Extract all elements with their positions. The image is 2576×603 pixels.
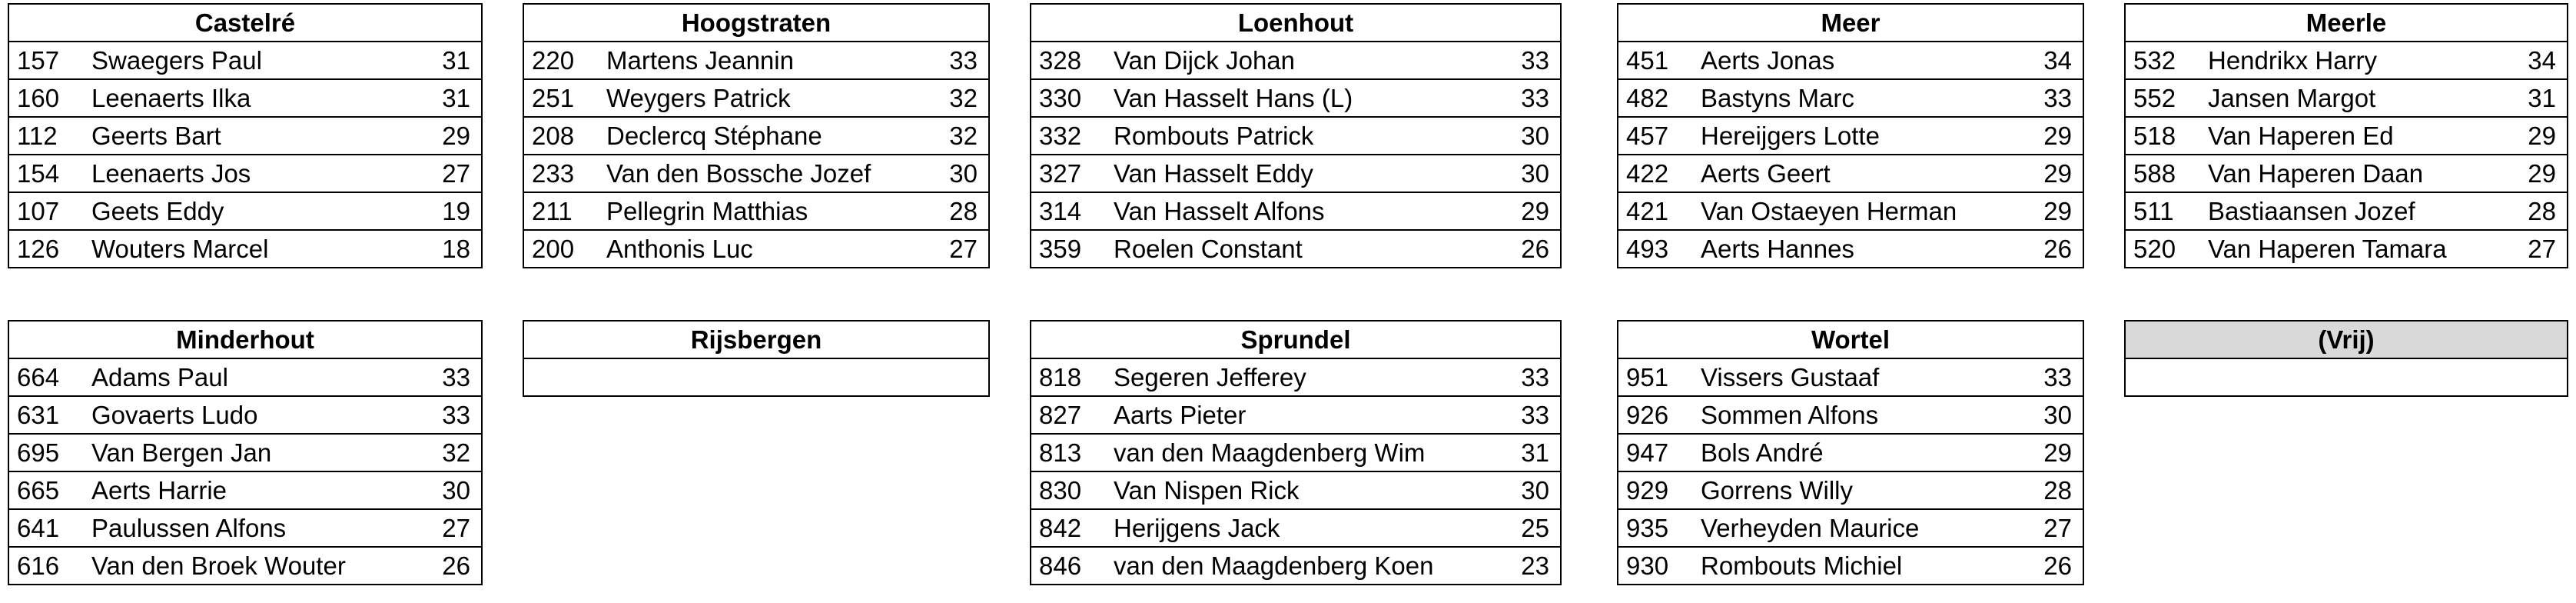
player-points: 29 (1476, 192, 1561, 230)
player-number: 359 (1031, 230, 1114, 268)
player-points: 31 (397, 79, 482, 117)
player-row (8, 155, 482, 192)
player-number: 842 (1031, 509, 1114, 547)
player-points: 28 (905, 192, 989, 230)
player-name: Martens Jeannin (606, 42, 905, 79)
club-header: (Vrij) (2125, 321, 2568, 358)
player-number: 641 (8, 509, 91, 547)
player-number: 330 (1031, 79, 1114, 117)
player-number: 664 (8, 358, 91, 396)
player-name: Leenaerts Ilka (91, 79, 397, 117)
club-header: Meer (1618, 4, 2083, 42)
player-points: 27 (397, 155, 482, 192)
player-name: Roelen Constant (1114, 230, 1476, 268)
player-number: 154 (8, 155, 91, 192)
player-number: 588 (2125, 155, 2208, 192)
player-number: 552 (2125, 79, 2208, 117)
player-number: 930 (1618, 547, 1701, 585)
club-table-castelre (8, 3, 483, 268)
player-points: 33 (1999, 358, 2083, 396)
club-header: Sprundel (1031, 321, 1561, 358)
player-points: 27 (2483, 230, 2568, 268)
player-row (8, 42, 482, 79)
player-points: 33 (397, 396, 482, 434)
player-row (1618, 230, 2083, 268)
player-number: 220 (523, 42, 606, 79)
player-row (1031, 117, 1561, 155)
club-header: Castelré (8, 4, 482, 42)
player-number: 520 (2125, 230, 2208, 268)
player-row (1031, 42, 1561, 79)
club-table-sprundel (1030, 320, 1562, 585)
player-number: 482 (1618, 79, 1701, 117)
player-row (1031, 547, 1561, 585)
player-row (2125, 79, 2568, 117)
player-points: 33 (1476, 79, 1561, 117)
player-number: 813 (1031, 434, 1114, 471)
player-number: 631 (8, 396, 91, 434)
player-points: 32 (905, 117, 989, 155)
player-points: 30 (1476, 117, 1561, 155)
player-points: 33 (1476, 358, 1561, 396)
player-number: 200 (523, 230, 606, 268)
club-table-minderhout (8, 320, 483, 585)
player-name: Govaerts Ludo (91, 396, 397, 434)
player-row (2125, 230, 2568, 268)
player-name: Rombouts Michiel (1701, 547, 1999, 585)
player-row (1618, 155, 2083, 192)
player-row (1618, 547, 2083, 585)
player-row (523, 230, 989, 268)
player-name: Gorrens Willy (1701, 471, 1999, 509)
player-row (1031, 358, 1561, 396)
player-points: 31 (1476, 434, 1561, 471)
player-points: 30 (1999, 396, 2083, 434)
player-number: 926 (1618, 396, 1701, 434)
player-number: 532 (2125, 42, 2208, 79)
player-name: Herijgens Jack (1114, 509, 1476, 547)
player-points: 26 (1999, 547, 2083, 585)
player-row (1031, 509, 1561, 547)
club-table-vrij (2124, 320, 2568, 397)
club-table-wortel (1617, 320, 2084, 585)
player-name: van den Maagdenberg Wim (1114, 434, 1476, 471)
player-number: 665 (8, 471, 91, 509)
player-points: 29 (1999, 155, 2083, 192)
player-number: 457 (1618, 117, 1701, 155)
player-number: 616 (8, 547, 91, 585)
player-name: Van Hasselt Hans (L) (1114, 79, 1476, 117)
player-row (2125, 155, 2568, 192)
player-points: 27 (905, 230, 989, 268)
player-name: Van Dijck Johan (1114, 42, 1476, 79)
player-number: 211 (523, 192, 606, 230)
player-name: Van Hasselt Alfons (1114, 192, 1476, 230)
player-name: van den Maagdenberg Koen (1114, 547, 1476, 585)
player-number: 827 (1031, 396, 1114, 434)
player-points: 29 (2483, 117, 2568, 155)
player-number: 126 (8, 230, 91, 268)
player-number: 493 (1618, 230, 1701, 268)
player-name: Jansen Margot (2208, 79, 2483, 117)
player-name: Van Hasselt Eddy (1114, 155, 1476, 192)
player-row (8, 471, 482, 509)
player-name: Van den Bossche Jozef (606, 155, 905, 192)
player-row (1618, 434, 2083, 471)
club-table-hoogstraten (523, 3, 990, 268)
player-row (2125, 117, 2568, 155)
player-row (1618, 509, 2083, 547)
club-table-meer (1617, 3, 2084, 268)
player-points: 32 (905, 79, 989, 117)
player-points: 26 (1476, 230, 1561, 268)
player-row (8, 396, 482, 434)
player-number: 929 (1618, 471, 1701, 509)
player-name: Anthonis Luc (606, 230, 905, 268)
player-name: Bols André (1701, 434, 1999, 471)
player-name: Aerts Jonas (1701, 42, 1999, 79)
player-name: Geets Eddy (91, 192, 397, 230)
player-name: Sommen Alfons (1701, 396, 1999, 434)
player-number: 451 (1618, 42, 1701, 79)
player-row (523, 117, 989, 155)
player-number: 422 (1618, 155, 1701, 192)
player-row (1618, 471, 2083, 509)
player-points: 30 (905, 155, 989, 192)
player-name: Van Ostaeyen Herman (1701, 192, 1999, 230)
player-number: 160 (8, 79, 91, 117)
player-name: Van Haperen Tamara (2208, 230, 2483, 268)
player-name: Hereijgers Lotte (1701, 117, 1999, 155)
player-name: Vissers Gustaaf (1701, 358, 1999, 396)
player-points: 27 (397, 509, 482, 547)
player-row (1031, 155, 1561, 192)
club-header: Meerle (2125, 4, 2568, 42)
player-points: 30 (1476, 155, 1561, 192)
player-points: 29 (2483, 155, 2568, 192)
player-row (1618, 396, 2083, 434)
player-points: 27 (1999, 509, 2083, 547)
player-points: 19 (397, 192, 482, 230)
player-row (1618, 192, 2083, 230)
player-number: 818 (1031, 358, 1114, 396)
player-points: 33 (1476, 396, 1561, 434)
club-table-meerle (2124, 3, 2568, 268)
player-points: 25 (1476, 509, 1561, 547)
player-number: 157 (8, 42, 91, 79)
player-row (8, 117, 482, 155)
player-row (523, 42, 989, 79)
player-points: 18 (397, 230, 482, 268)
player-row (523, 155, 989, 192)
player-points: 29 (397, 117, 482, 155)
player-name: Van den Broek Wouter (91, 547, 397, 585)
player-number: 951 (1618, 358, 1701, 396)
player-points: 33 (905, 42, 989, 79)
player-number: 327 (1031, 155, 1114, 192)
player-name: Bastiaansen Jozef (2208, 192, 2483, 230)
player-name: Van Haperen Ed (2208, 117, 2483, 155)
player-number: 112 (8, 117, 91, 155)
player-number: 830 (1031, 471, 1114, 509)
player-points: 31 (397, 42, 482, 79)
player-row (1031, 471, 1561, 509)
player-name: Aarts Pieter (1114, 396, 1476, 434)
club-table-rijsbergen (523, 320, 990, 397)
player-row (1031, 79, 1561, 117)
player-name: Adams Paul (91, 358, 397, 396)
player-points: 26 (397, 547, 482, 585)
player-name: Aerts Geert (1701, 155, 1999, 192)
player-row (2125, 192, 2568, 230)
player-row (2125, 42, 2568, 79)
player-name: Paulussen Alfons (91, 509, 397, 547)
player-name: Pellegrin Matthias (606, 192, 905, 230)
player-name: Aerts Harrie (91, 471, 397, 509)
player-number: 208 (523, 117, 606, 155)
player-name: Van Bergen Jan (91, 434, 397, 471)
player-number: 947 (1618, 434, 1701, 471)
club-header: Wortel (1618, 321, 2083, 358)
player-points: 30 (397, 471, 482, 509)
player-points: 29 (1999, 434, 2083, 471)
player-number: 846 (1031, 547, 1114, 585)
player-number: 107 (8, 192, 91, 230)
player-number: 328 (1031, 42, 1114, 79)
player-name: Segeren Jefferey (1114, 358, 1476, 396)
player-row (1618, 117, 2083, 155)
player-points: 23 (1476, 547, 1561, 585)
player-points: 32 (397, 434, 482, 471)
player-row (8, 434, 482, 471)
empty-row (523, 358, 989, 396)
player-row (8, 547, 482, 585)
player-row (8, 230, 482, 268)
player-number: 935 (1618, 509, 1701, 547)
player-number: 518 (2125, 117, 2208, 155)
club-header: Minderhout (8, 321, 482, 358)
player-points: 28 (2483, 192, 2568, 230)
player-name: Rombouts Patrick (1114, 117, 1476, 155)
player-name: Verheyden Maurice (1701, 509, 1999, 547)
player-row (1031, 230, 1561, 268)
player-number: 695 (8, 434, 91, 471)
player-points: 29 (1999, 117, 2083, 155)
player-row (1618, 358, 2083, 396)
player-name: Bastyns Marc (1701, 79, 1999, 117)
club-table-loenhout (1030, 3, 1562, 268)
player-points: 34 (1999, 42, 2083, 79)
player-row (1618, 42, 2083, 79)
player-points: 34 (2483, 42, 2568, 79)
empty-row (2125, 358, 2568, 396)
player-points: 33 (1476, 42, 1561, 79)
player-name: Van Nispen Rick (1114, 471, 1476, 509)
player-row (1031, 434, 1561, 471)
player-row (1031, 396, 1561, 434)
player-points: 33 (1999, 79, 2083, 117)
club-header: Hoogstraten (523, 4, 989, 42)
player-number: 233 (523, 155, 606, 192)
club-header: Loenhout (1031, 4, 1561, 42)
player-name: Van Haperen Daan (2208, 155, 2483, 192)
player-row (8, 79, 482, 117)
player-name: Hendrikx Harry (2208, 42, 2483, 79)
player-number: 314 (1031, 192, 1114, 230)
player-points: 28 (1999, 471, 2083, 509)
player-row (8, 358, 482, 396)
club-header: Rijsbergen (523, 321, 989, 358)
player-row (8, 509, 482, 547)
player-number: 332 (1031, 117, 1114, 155)
player-row (523, 192, 989, 230)
player-points: 29 (1999, 192, 2083, 230)
player-name: Declercq Stéphane (606, 117, 905, 155)
player-points: 33 (397, 358, 482, 396)
player-name: Aerts Hannes (1701, 230, 1999, 268)
player-name: Wouters Marcel (91, 230, 397, 268)
player-points: 30 (1476, 471, 1561, 509)
player-points: 26 (1999, 230, 2083, 268)
player-name: Swaegers Paul (91, 42, 397, 79)
player-points: 31 (2483, 79, 2568, 117)
player-number: 511 (2125, 192, 2208, 230)
player-name: Weygers Patrick (606, 79, 905, 117)
player-number: 421 (1618, 192, 1701, 230)
player-row (1031, 192, 1561, 230)
player-row (1618, 79, 2083, 117)
player-name: Leenaerts Jos (91, 155, 397, 192)
player-row (523, 79, 989, 117)
player-row (8, 192, 482, 230)
player-number: 251 (523, 79, 606, 117)
player-name: Geerts Bart (91, 117, 397, 155)
